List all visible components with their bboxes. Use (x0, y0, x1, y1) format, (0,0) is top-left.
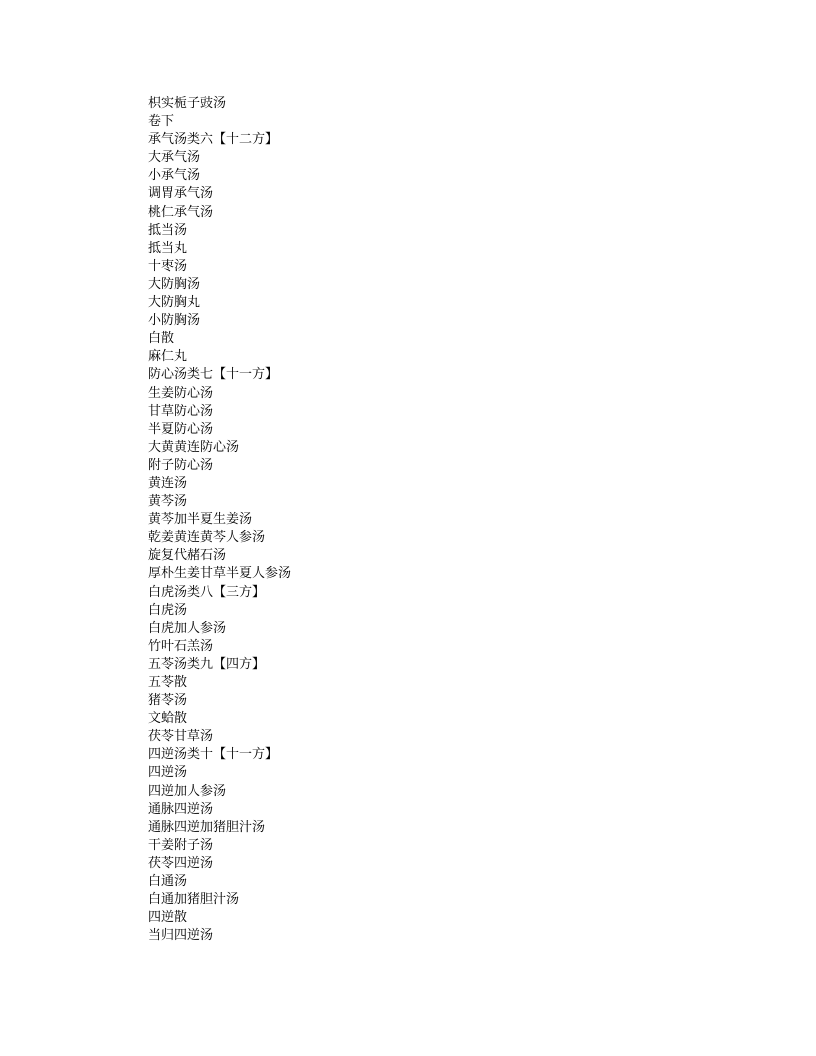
list-item: 白虎汤 (148, 602, 188, 618)
list-item: 五苓散 (148, 675, 188, 690)
list-item: 四逆汤 (148, 765, 188, 781)
list-item: 干姜附子汤 (148, 837, 214, 853)
list-item: 茯苓甘草汤 (148, 729, 214, 745)
list-item: 茯苓四逆汤 (148, 855, 214, 871)
list-item: 黄芩汤 (148, 494, 188, 510)
table-of-contents-list (148, 95, 291, 945)
list-item: 文蛤散 (148, 711, 188, 727)
list-item: 半夏防心汤 (148, 421, 214, 437)
list-item: 当归四逆汤 (148, 928, 214, 944)
list-item: 调胃承气汤 (148, 186, 214, 202)
list-item: 枳实栀子豉汤 (148, 96, 227, 111)
list-item: 附子防心汤 (148, 457, 214, 473)
list-item: 大黄黄连防心汤 (148, 439, 240, 455)
list-item: 甘草防心汤 (148, 403, 214, 419)
list-item: 桃仁承气汤 (148, 204, 214, 220)
list-item: 白虎汤类八【三方】 (148, 584, 266, 600)
list-item: 四逆汤类十【十一方】 (148, 747, 279, 763)
list-item: 承气汤类六【十二方】 (148, 132, 279, 148)
list-item: 麻仁丸 (148, 349, 188, 365)
list-item: 白虎加人参汤 (148, 620, 227, 636)
list-item: 大防胸汤 (148, 276, 201, 292)
list-item: 竹叶石羔汤 (148, 638, 214, 654)
list-item: 厚朴生姜甘草半夏人参汤 (148, 566, 292, 582)
list-item: 黄连汤 (148, 475, 188, 491)
list-item: 黄芩加半夏生姜汤 (148, 512, 253, 528)
list-item: 白通汤 (148, 874, 188, 890)
list-item: 小防胸汤 (148, 313, 201, 329)
list-item: 卷下 (148, 114, 175, 130)
list-item: 四逆散 (148, 910, 188, 926)
list-item: 生姜防心汤 (148, 385, 214, 401)
list-item: 五苓汤类九【四方】 (148, 656, 266, 672)
list-item: 旋复代赭石汤 (148, 548, 227, 564)
list-item: 防心汤类七【十一方】 (148, 367, 279, 383)
list-item: 白散 (148, 331, 175, 347)
list-item: 通脉四逆加猪胆汁汤 (148, 819, 266, 835)
list-item: 抵当汤 (148, 222, 188, 238)
list-item: 猪苓汤 (148, 693, 188, 709)
list-item: 十枣汤 (148, 258, 188, 274)
list-item: 乾姜黄连黄芩人参汤 (148, 530, 266, 546)
list-item: 白通加猪胆汁汤 (148, 892, 240, 908)
list-item: 四逆加人参汤 (148, 783, 227, 799)
list-item: 抵当丸 (148, 240, 188, 256)
list-item: 大承气汤 (148, 150, 201, 166)
list-item: 小承气汤 (148, 168, 201, 184)
list-item: 通脉四逆汤 (148, 801, 214, 817)
list-item: 大防胸丸 (148, 295, 201, 311)
